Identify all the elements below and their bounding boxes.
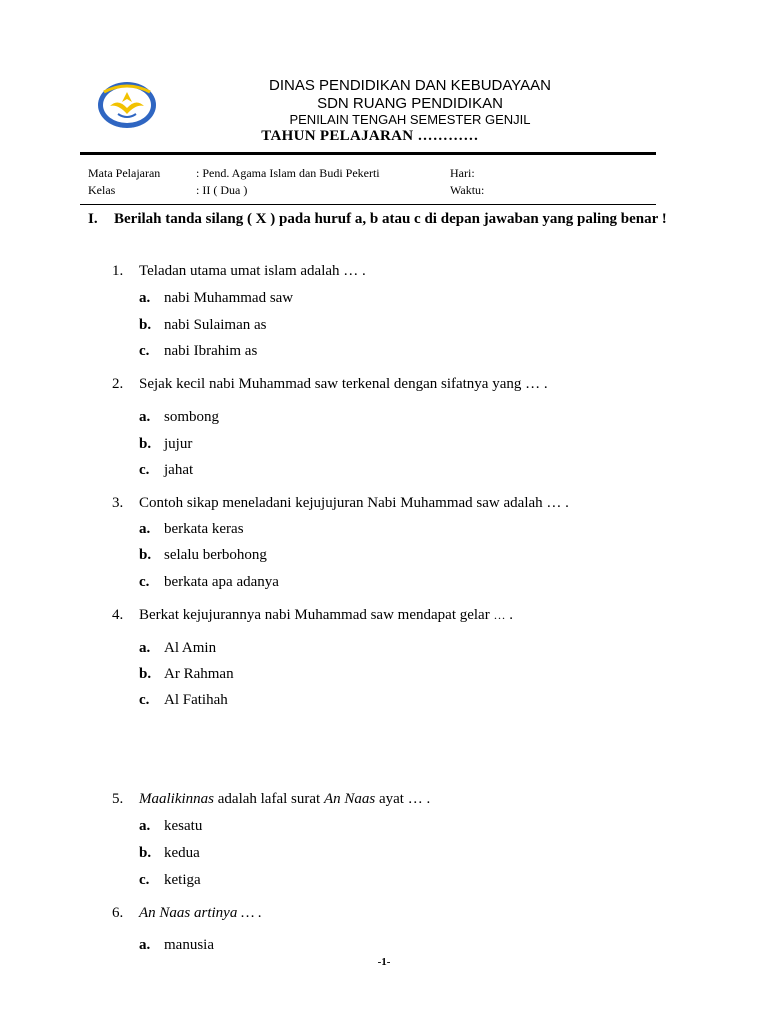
option-2c: c. jahat xyxy=(139,462,194,478)
option-4c: c. Al Fatihah xyxy=(139,692,228,708)
option-5a: a. kesatu xyxy=(139,818,203,834)
class-label: Kelas xyxy=(88,183,116,197)
header-divider-thick xyxy=(80,152,656,155)
option-1a: a. nabi Muhammad saw xyxy=(139,290,294,306)
question-4: 4. Berkat kejujurannya nabi Muhammad saw mendapat gelar … . xyxy=(112,607,513,623)
option-3a: a. berkata keras xyxy=(139,521,244,537)
question-3: 3. Contoh sikap meneladani kejujujuran Nabi Muhammad saw adalah … . xyxy=(112,495,569,511)
option-3c: c. berkata apa adanya xyxy=(139,574,279,590)
info-divider xyxy=(80,204,656,205)
option-4a: a. Al Amin xyxy=(139,640,217,656)
section-number: I. xyxy=(88,211,98,227)
question-6: 6. An Naas artinya … . xyxy=(112,905,262,921)
subject-label: Mata Pelajaran xyxy=(88,166,161,180)
option-1c: c. nabi Ibrahim as xyxy=(139,343,258,359)
section-instruction-text: Berilah tanda silang ( X ) pada huruf a, b atau c di depan jawaban yang paling benar ! xyxy=(114,211,667,227)
option-2a: a. sombong xyxy=(139,409,220,425)
section-instruction xyxy=(88,208,668,231)
time-label: Waktu: xyxy=(450,183,485,197)
header-exam-title: PENILAIN TENGAH SEMESTER GENJIL xyxy=(289,112,531,127)
option-5c: c. ketiga xyxy=(139,872,201,888)
option-4b: b. Ar Rahman xyxy=(139,666,234,682)
header-school-year: TAHUN PELAJARAN ………… xyxy=(261,128,479,144)
option-6a: a. manusia xyxy=(139,937,214,953)
header-agency: DINAS PENDIDIKAN DAN KEBUDAYAAN xyxy=(268,77,551,94)
page-number: -1- xyxy=(377,956,391,968)
subject-value: : Pend. Agama Islam dan Budi Pekerti xyxy=(196,166,380,180)
question-2: 2. Sejak kecil nabi Muhammad saw terkenal dengan sifatnya yang … . xyxy=(112,376,548,392)
question-5: 5. Maalikinnas adalah lafal surat An Naas ayat … . xyxy=(112,791,431,807)
day-label: Hari: xyxy=(450,166,475,180)
option-3b: b. selalu berbohong xyxy=(139,547,267,563)
tut-wuri-handayani-logo xyxy=(96,80,158,130)
question-1: 1. Teladan utama umat islam adalah … . xyxy=(112,263,366,279)
option-5b: b. kedua xyxy=(139,845,200,861)
option-2b: b. jujur xyxy=(139,436,193,452)
option-1b: b. nabi Sulaiman as xyxy=(139,317,267,333)
class-value: : II ( Dua ) xyxy=(196,183,248,197)
header-school: SDN RUANG PENDIDIKAN xyxy=(317,95,503,112)
